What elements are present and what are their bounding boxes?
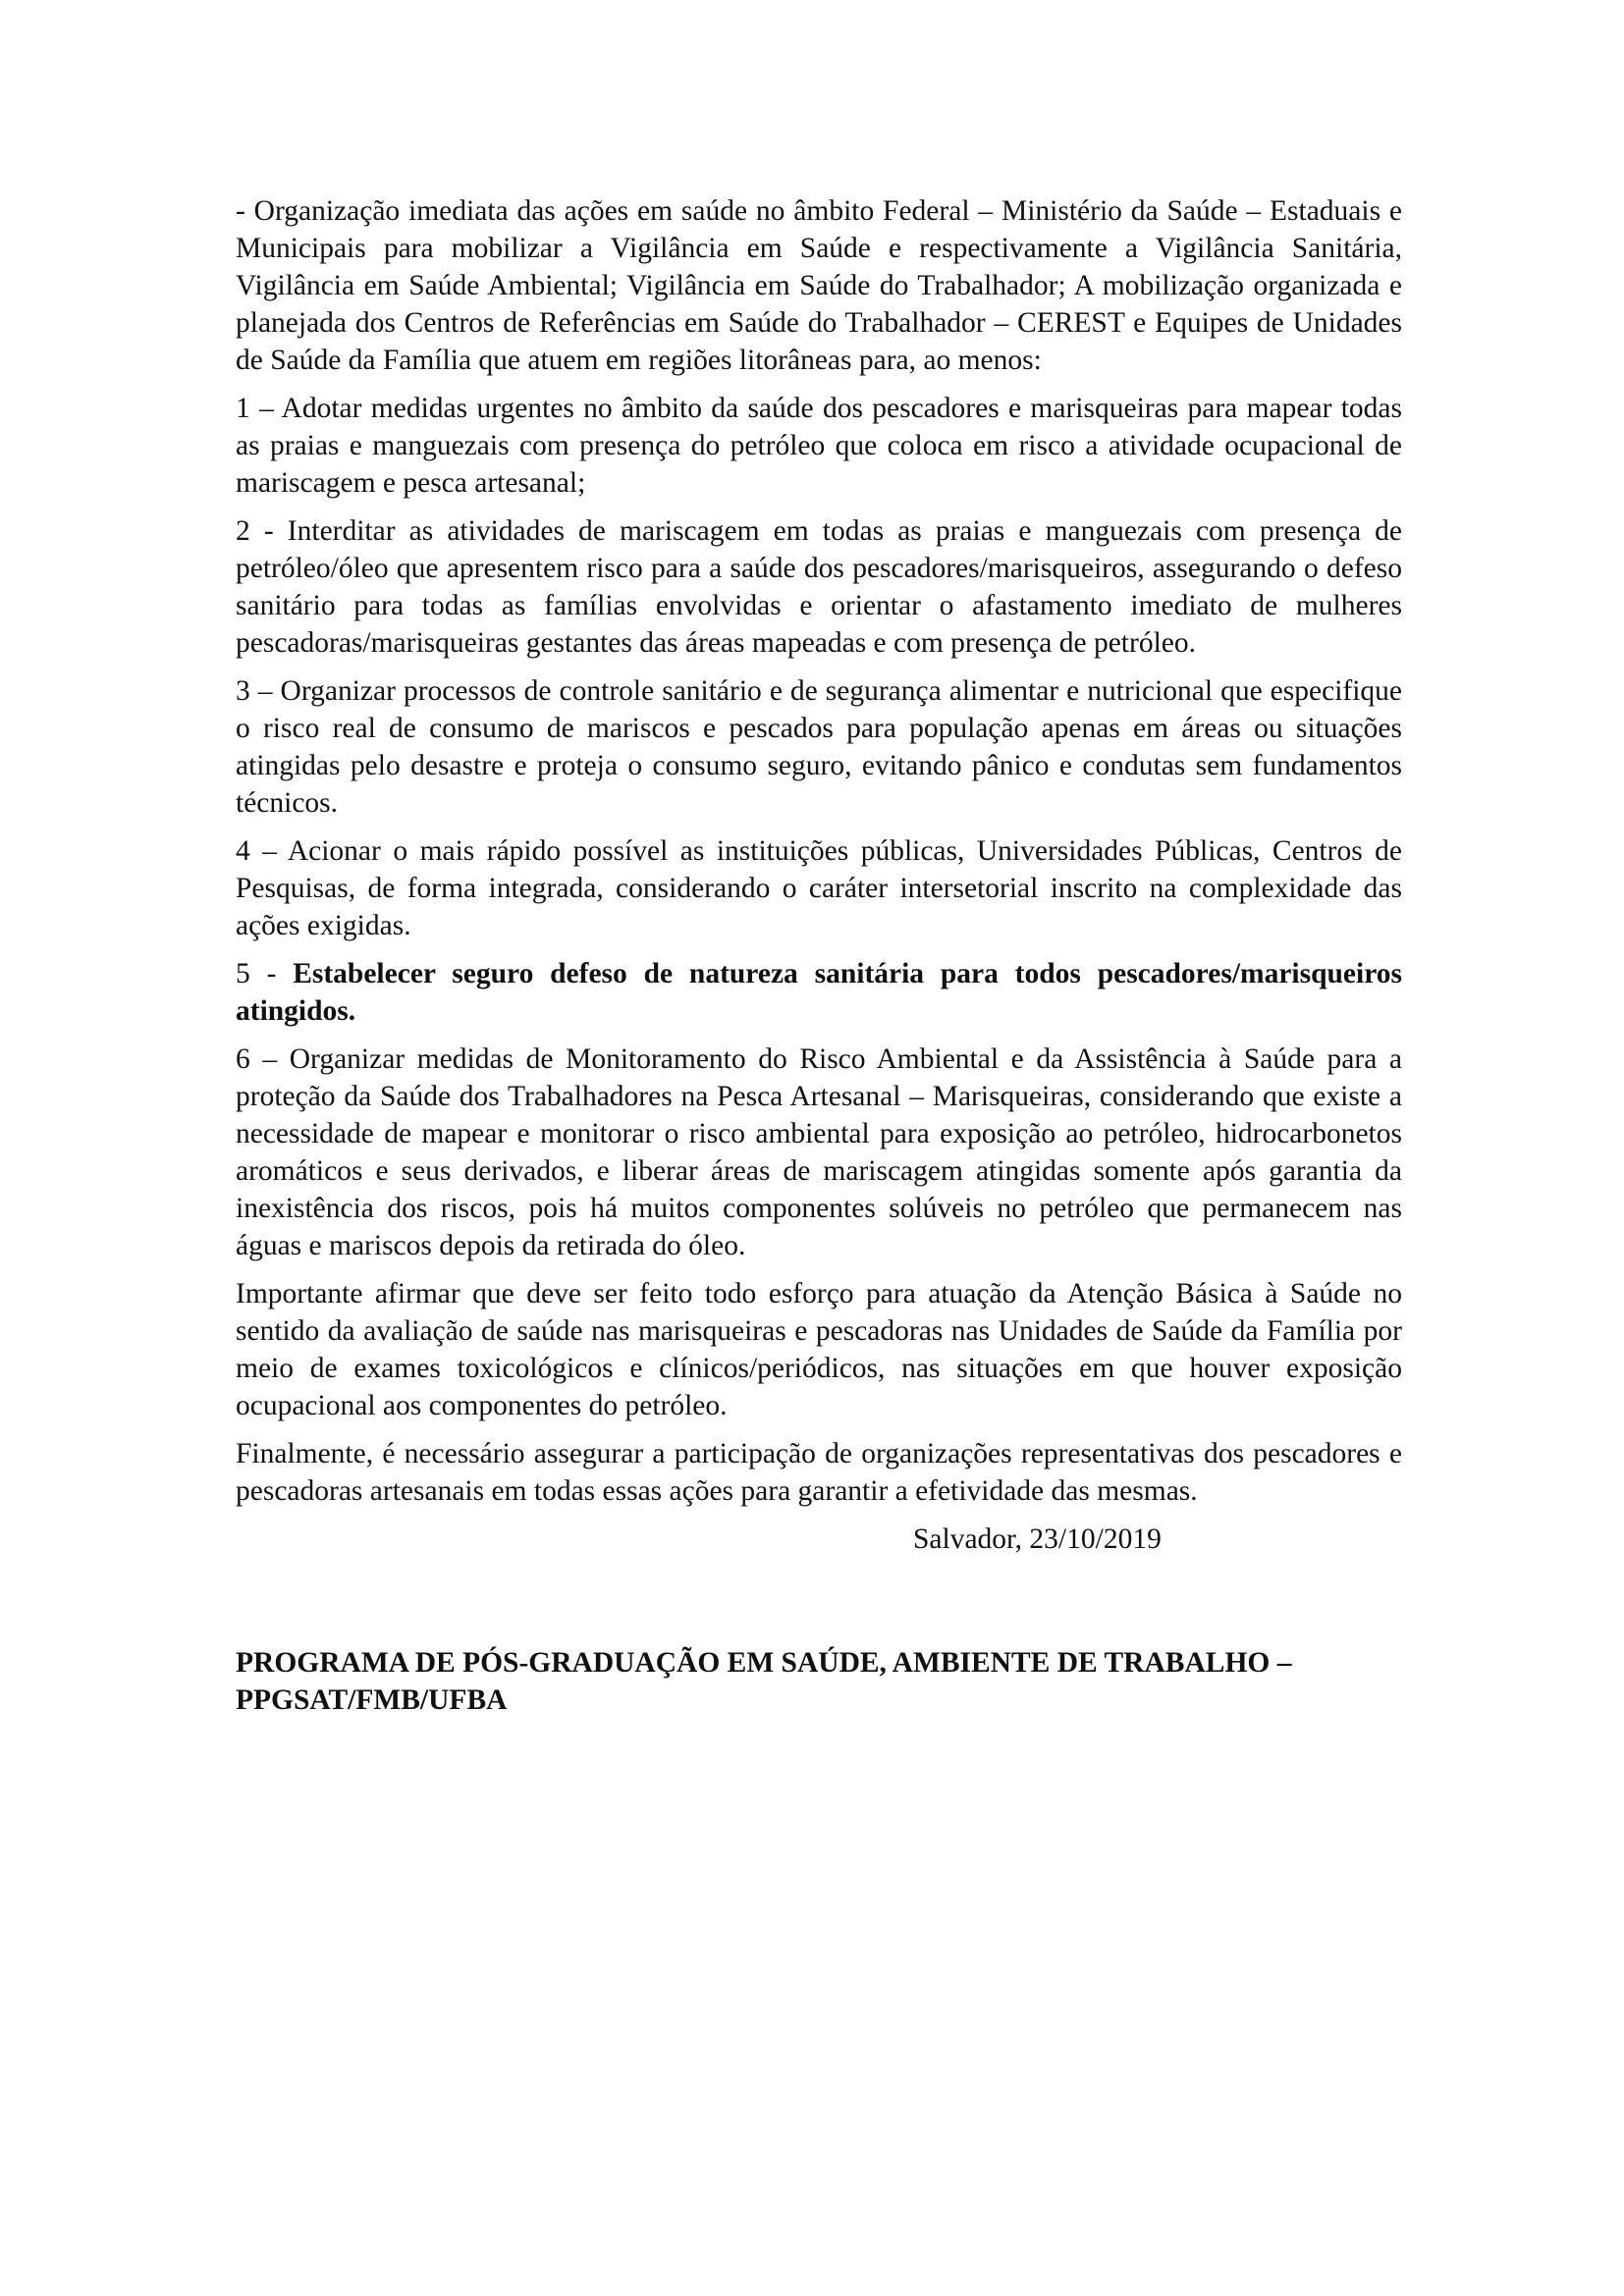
signature-institution: PROGRAMA DE PÓS-GRADUAÇÃO EM SAÚDE, AMBIENTE DE TRABALHO – PPGSAT/FMB/UFBA (236, 1647, 1292, 1716)
item-number: 1 – (236, 393, 282, 424)
finalmente-paragraph: Finalmente, é necessário assegurar a participação de organizações representativas dos pescadores e pescadoras artesanais em todas essas ações para garantir a efetividade das mesmas. (236, 1438, 1402, 1507)
item-number: 4 – (236, 835, 288, 867)
place-and-date: Salvador, 23/10/2019 (913, 1523, 1162, 1555)
intro-paragraph: - Organização imediata das ações em saúde no âmbito Federal – Ministério da Saúde – Estaduais e Municipais para mobilizar a Vigilância em Saúde e respectivamente a Vigilância Sanitária, Vigilância em Saúde Ambiental; Vigilância em Saúde do Trabalhador; A mobilização organizada e planejada dos Centros de Referências em Saúde do Trabalhador – CEREST e Equipes de Unidades de Saúde da Família que atuem em regiões litorâneas para, ao menos: (236, 195, 1402, 376)
item-text: Organizar medidas de Monitoramento do Risco Ambiental e da Assistência à Saúde para a proteção da Saúde dos Trabalhadores na Pesca Artesanal – Marisqueiras, considerando que existe a necessidade de mapear e monitorar o risco ambiental para exposição ao petróleo, hidrocarbonetos aromáticos e seus derivados, e liberar áreas de mariscagem atingidas somente após garantia da inexistência dos riscos, pois há muitos componentes solúveis no petróleo que permanecem nas águas e mariscos depois da retirada do óleo. (236, 1043, 1402, 1261)
item-number: 6 – (236, 1043, 290, 1075)
item-text: Interditar as atividades de mariscagem em todas as praias e manguezais com presença de petróleo/óleo que apresentem risco para a saúde dos pescadores/marisqueiros, assegurando o defeso sanitário para todas as famílias envolvidas e orientar o afastamento imediato de mulheres pescadoras/marisqueiras gestantes das áreas mapeadas e com presença de petróleo. (236, 515, 1402, 659)
action-item-6 (236, 1041, 1402, 1264)
action-item-3 (236, 672, 1402, 822)
item-text: Acionar o mais rápido possível as instituições públicas, Universidades Públicas, Centros de Pesquisas, de forma integrada, considerando o caráter intersetorial inscrito na complexidade das ações exigidas. (236, 835, 1403, 941)
document-page (236, 192, 1402, 1748)
action-item-2 (236, 512, 1402, 662)
item-number: 2 - (236, 515, 288, 547)
importante-paragraph: Importante afirmar que deve ser feito todo esforço para atuação da Atenção Básica à Saúde no sentido da avaliação de saúde nas marisqueiras e pescadoras nas Unidades de Saúde da Família por meio de exames toxicológicos e clínicos/periódicos, nas situações em que houver exposição ocupacional aos componentes do petróleo. (236, 1278, 1402, 1421)
item-text-bold: Estabelecer seguro defeso de natureza sanitária para todos pescadores/marisqueiros atingidos. (236, 958, 1402, 1027)
action-item-1 (236, 390, 1402, 502)
item-text: Adotar medidas urgentes no âmbito da saúde dos pescadores e marisqueiras para mapear todas as praias e manguezais com presença do petróleo que coloca em risco a atividade ocupacional de mariscagem e pesca artesanal; (236, 393, 1402, 499)
item-number: 3 – (236, 675, 281, 707)
action-item-5 (236, 955, 1402, 1030)
item-text: Organizar processos de controle sanitário e de segurança alimentar e nutricional que especifique o risco real de consumo de mariscos e pescados para população apenas em áreas ou situações atingidas pelo desastre e proteja o consumo seguro, evitando pânico e condutas sem fundamentos técnicos. (236, 675, 1403, 819)
action-item-4 (236, 832, 1402, 944)
item-number: 5 - (236, 958, 294, 989)
